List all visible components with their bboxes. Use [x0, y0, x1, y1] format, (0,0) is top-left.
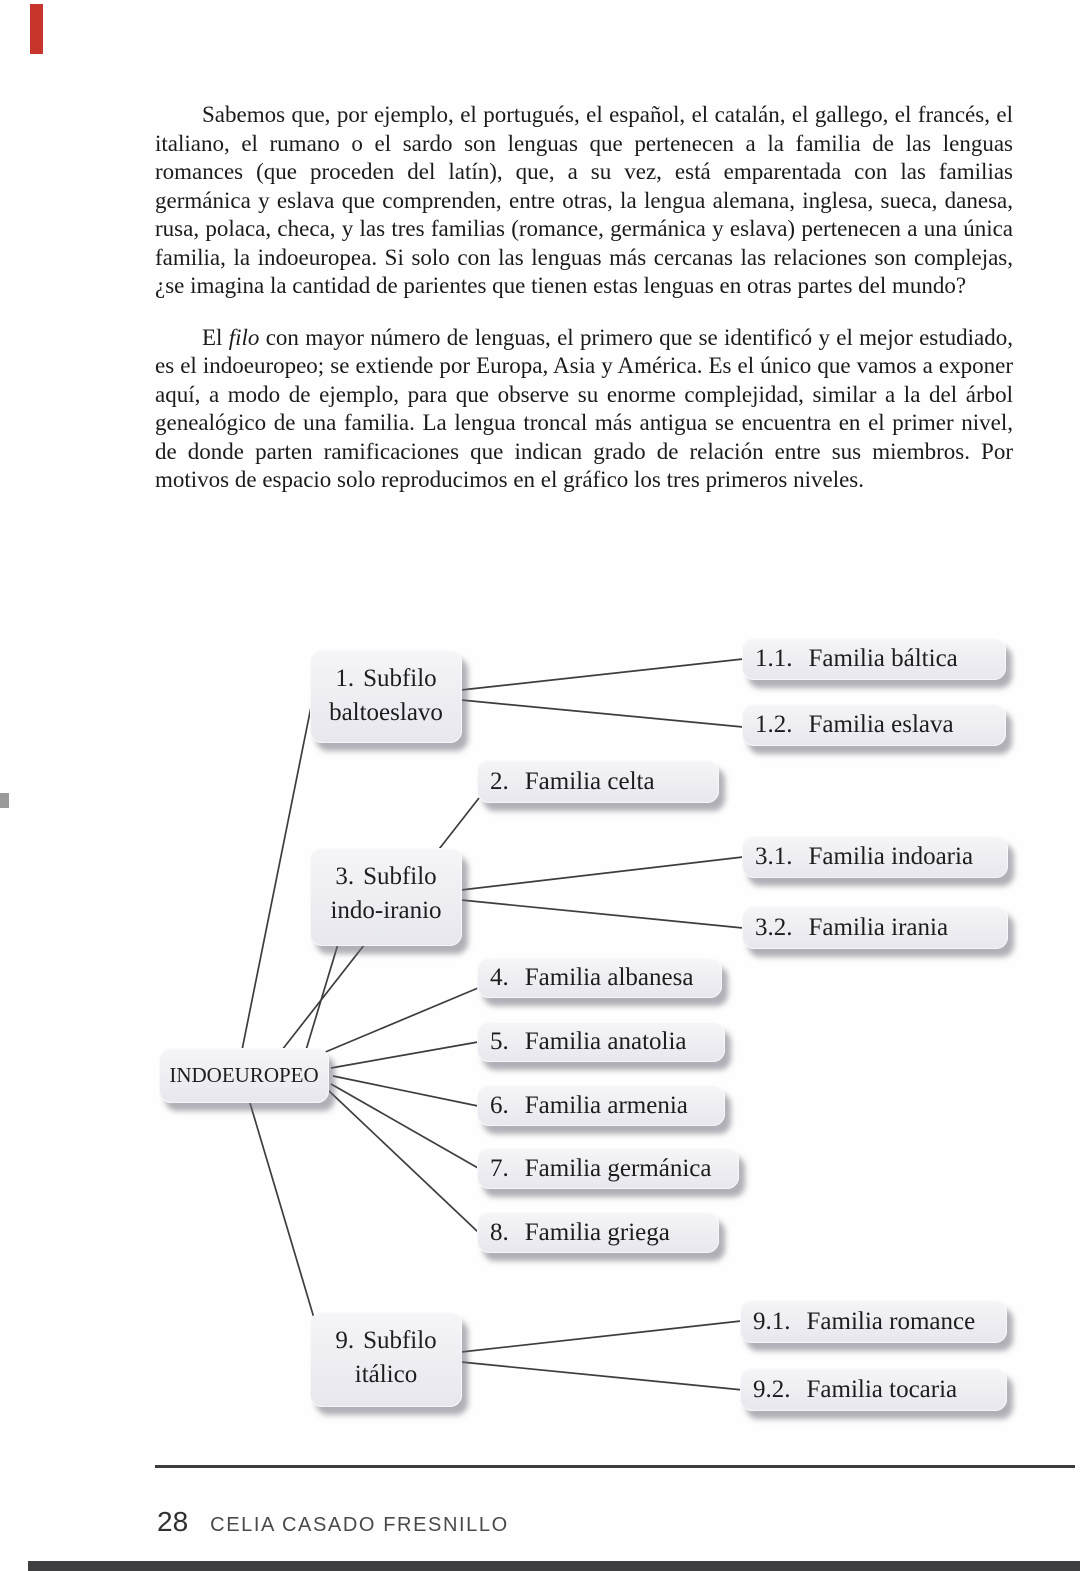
- node-number: 4.: [490, 964, 509, 991]
- node-label: Familia irania: [808, 913, 949, 941]
- tree-root-indoeuropeo: [159, 1048, 329, 1103]
- node-label: Familia báltica: [808, 645, 958, 672]
- connector-root-to-1: [242, 702, 312, 1050]
- connector-root-to-8: [328, 1090, 478, 1232]
- connector-root-to-7: [331, 1084, 478, 1168]
- node-number: 2.: [490, 767, 509, 795]
- node-label: Familia romance: [806, 1307, 976, 1335]
- node-number: 8.: [490, 1218, 509, 1246]
- node-label: Subfilo indo-iranio: [330, 863, 442, 924]
- connector-9-to-9-2: [461, 1362, 743, 1390]
- node-number: 1.: [335, 665, 355, 692]
- tree-node-familia-griega: [477, 1212, 719, 1253]
- tree-node-familia-armenia: [477, 1085, 725, 1126]
- connector-root-to-5: [331, 1042, 478, 1068]
- running-title: CELIA CASADO FRESNILLO: [210, 1514, 509, 1536]
- node-number: 3.: [335, 863, 355, 890]
- node-label: Subfilo itálico: [354, 1327, 437, 1388]
- connector-1-to-1-1: [461, 659, 743, 690]
- node-label: Familia albanesa: [524, 964, 694, 991]
- node-number: 3.1.: [755, 843, 793, 870]
- node-label: Familia celta: [524, 767, 655, 795]
- tree-node-familia-irania: [742, 906, 1008, 949]
- connector-root-to-9: [250, 1103, 314, 1318]
- tree-node-subfilo-indo-iranio: [310, 848, 462, 946]
- node-label: Familia germánica: [524, 1154, 712, 1182]
- page-number: 28: [157, 1506, 189, 1537]
- node-label: Familia eslava: [808, 711, 954, 738]
- tree-node-familia-indoaria: [742, 836, 1008, 878]
- tree-node-familia-germanica: [477, 1148, 739, 1189]
- paragraph-2-start: El: [202, 324, 229, 350]
- node-label: Familia tocaria: [806, 1375, 958, 1403]
- tree-node-familia-celta: [477, 760, 719, 803]
- connector-3-to-3-2: [461, 900, 743, 928]
- connector-1-to-1-2: [461, 700, 743, 727]
- node-label: Familia indoaria: [808, 843, 974, 870]
- node-number: 1.2.: [755, 711, 793, 738]
- node-label: Familia griega: [524, 1218, 670, 1246]
- node-number: 5.: [490, 1028, 509, 1055]
- connector-root-to-6: [333, 1076, 478, 1106]
- node-number: 9.1.: [753, 1307, 791, 1335]
- node-number: 6.: [490, 1091, 509, 1119]
- node-number: 9.2.: [753, 1375, 791, 1403]
- paragraph-1: Sabemos que, por ejemplo, el portugués, el español, el catalán, el gallego, el francés, el italiano, el rumano o el sardo son lenguas que pertenecen a la familia de las lenguas romances (que proceden del latín), que, a su vez, está emparentada con las familias germánica y eslava que comprenden, entre otras, la lengua alemana, inglesa, sueca, danesa, rusa, polaca, checa, y las tres familias (romance, germánica y eslava) pertenecen a una única familia, la indoeuropea. Si solo con las lenguas más cercanas las relaciones son complejas, ¿se imagina la cantidad de parientes que tienen estas lenguas en otras partes del mundo?: [155, 102, 1013, 298]
- connector-3-to-3-1: [461, 857, 743, 890]
- paragraph-2-rest: con mayor número de lenguas, el primero que se identificó y el mejor estudiado, es el indoeuropeo; se extiende por Europa, Asia y América. Es el único que vamos a exponer aquí, a modo de ejemplo, para que observe su enorme complejidad, similar a la del árbol genealógico de una familia. La lengua troncal más antigua se encuentra en el primer nivel, de donde parten ramificaciones que indican grado de relación entre sus miembros. Por motivos de espacio solo reproducimos en el gráfico los tres primeros niveles.: [155, 324, 1013, 492]
- tree-node-subfilo-italico: [310, 1312, 462, 1407]
- tree-node-subfilo-baltoeslavo: [310, 650, 462, 743]
- tree-node-familia-romance: [740, 1300, 1007, 1343]
- tree-node-familia-baltica: [742, 638, 1006, 680]
- node-label: Familia anatolia: [524, 1028, 687, 1055]
- node-label: Subfilo baltoeslavo: [329, 665, 443, 726]
- tree-root-label: INDOEUROPEO: [169, 1063, 319, 1087]
- connector-root-to-3: [306, 944, 338, 1050]
- node-number: 3.2.: [755, 913, 793, 941]
- term-filo-italic: filo: [228, 324, 260, 350]
- tree-node-familia-tocaria: [740, 1368, 1007, 1411]
- node-number: 7.: [490, 1154, 509, 1182]
- tree-node-familia-albanesa: [477, 958, 722, 998]
- node-number: 1.1.: [755, 645, 793, 672]
- connector-9-to-9-1: [461, 1321, 741, 1352]
- connector-root-to-4: [323, 988, 478, 1053]
- tree-node-familia-eslava: [742, 704, 1006, 746]
- node-number: 9.: [335, 1327, 355, 1354]
- tree-node-familia-anatolia: [477, 1022, 725, 1062]
- node-label: Familia armenia: [524, 1091, 688, 1119]
